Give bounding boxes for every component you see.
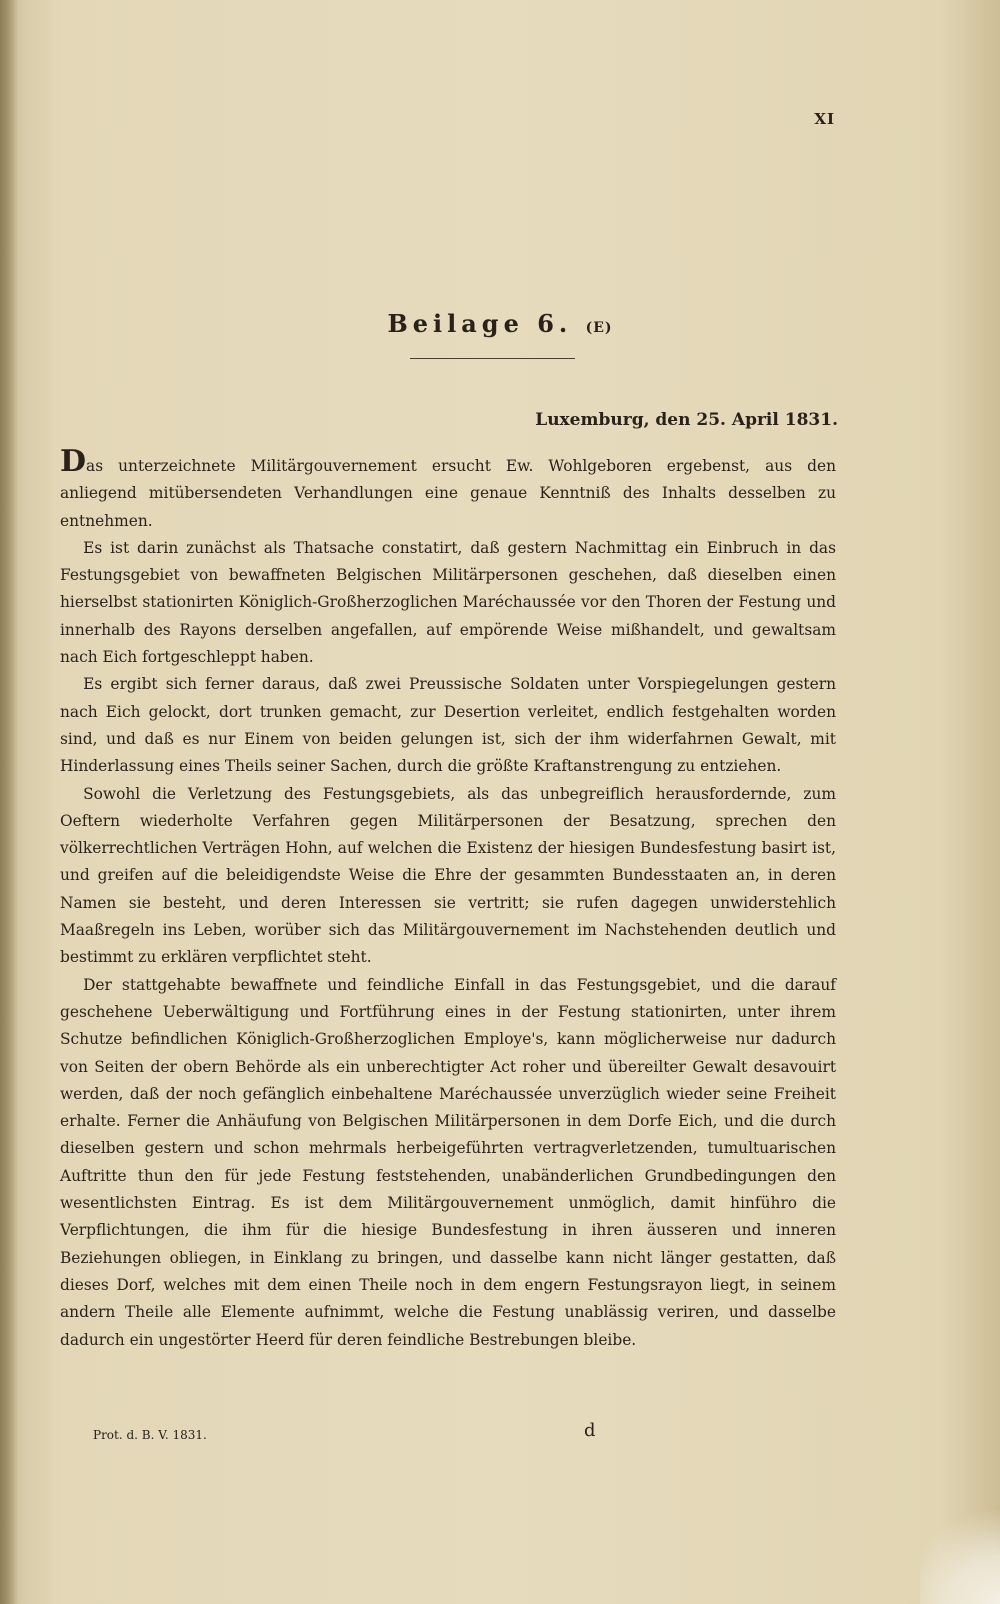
binding-shadow: [0, 0, 18, 1604]
dateline: Luxemburg, den 25. April 1831.: [535, 410, 838, 430]
paragraph-3: Es ergibt sich ferner daraus, daß zwei Preussische Soldaten unter Vorspiegelungen gestern nach Eich gelockt, dort trunken gemacht, zur Desertion verleitet, endlich festgehalten worden sind, und daß es nur Einem von beiden gelungen ist, sich der ihm widerfahrnen Gewalt, mit Hinderlassung eines Theils seiner Sachen, durch die größte Kraftanstrengung zu entziehen.: [60, 675, 836, 776]
footer-reference: Prot. d. B. V. 1831.: [93, 1428, 207, 1442]
page-corner-stain: [920, 1494, 1000, 1604]
page-number: XI: [814, 110, 835, 128]
heading-title: Beilage 6.: [387, 309, 573, 338]
heading-divider: [410, 358, 575, 359]
paragraph-2: Es ist darin zunächst als Thatsache constatirt, daß gestern Nachmittag ein Einbruch in das Festungsgebiet von bewaffneten Belgischen Militärpersonen geschehen, daß dieselben einen hierselbst stationirten Königlich-Großherzoglichen Maréchaussée vor den Thoren der Festung und innerhalb des Rayons derselben angefallen, auf empörende Weise mißhandelt, und gewaltsam nach Eich fortgeschleppt haben.: [60, 538, 836, 667]
letter-body: [60, 444, 836, 1354]
paragraph-1: Das unterzeichnete Militärgouvernement ersucht Ew. Wohlgeboren ergebenst, aus den anliegend mitübersendeten Verhandlungen eine genaue Kenntniß des Inhalts desselben zu entnehmen.: [60, 444, 836, 530]
signature-mark: d: [584, 1420, 596, 1441]
paragraph-4: Sowohl die Verletzung des Festungsgebiets, als das unbegreiflich herausfordernde, zum Oeftern wiederholte Verfahren gegen Militärpersonen der Besatzung, sprechen den völkerrechtlichen Verträgen Hohn, auf welchen die Existenz der hiesigen Bundesfestung basirt ist, und greifen auf die beleidigendste Weise die Ehre der gesammten Bundesstaaten an, in deren Namen sie besteht, und deren Interessen sie vertritt; sie rufen dagegen unwiderstehlich Maaßregeln ins Leben, worüber sich das Militärgouvernement im Nachstehenden deutlich und bestimmt zu erklären verpflichtet steht.: [60, 784, 836, 967]
paragraph-5: Der stattgehabte bewaffnete und feindliche Einfall in das Festungsgebiet, und die darauf geschehene Ueberwältigung und Fortführung eines in der Festung stationirten, unter ihrem Schutze befindlichen Königlich-Großherzoglichen Employe's, kann möglicherweise nur dadurch von Seiten der obern Behörde als ein unberechtigter Act roher und übereilter Gewalt desavouirt werden, daß der noch gefänglich einbehaltene Maréchaussée unverzüglich wieder seine Freiheit erhalte. Ferner die Anhäufung von Belgischen Militärpersonen in dem Dorfe Eich, und die durch dieselben gestern und schon mehrmals herbeigeführten vertragverletzenden, tumultuarischen Auftritte thun den für jede Festung feststehenden, unabänderlichen Grundbedingungen den wesentlichsten Eintrag. Es ist dem Militärgouvernement unmöglich, damit hinführo die Verpflichtungen, die ihm für die hiesige Bundesfestung in ihren äusseren und inneren Beziehungen obliegen, in Einklang zu bringen, und dasselbe kann nicht länger gestatten, daß dieses Dorf, welches mit dem einen Theile noch in dem engern Festungsrayon liegt, in seinem andern Theile alle Elemente aufnimmt, welche die Festung unablässig veriren, und dasselbe dadurch ein ungestörter Heerd für deren feindliche Bestrebungen bleibe.: [60, 975, 836, 1349]
section-heading: [0, 309, 1000, 338]
heading-suffix: (E): [585, 320, 613, 336]
